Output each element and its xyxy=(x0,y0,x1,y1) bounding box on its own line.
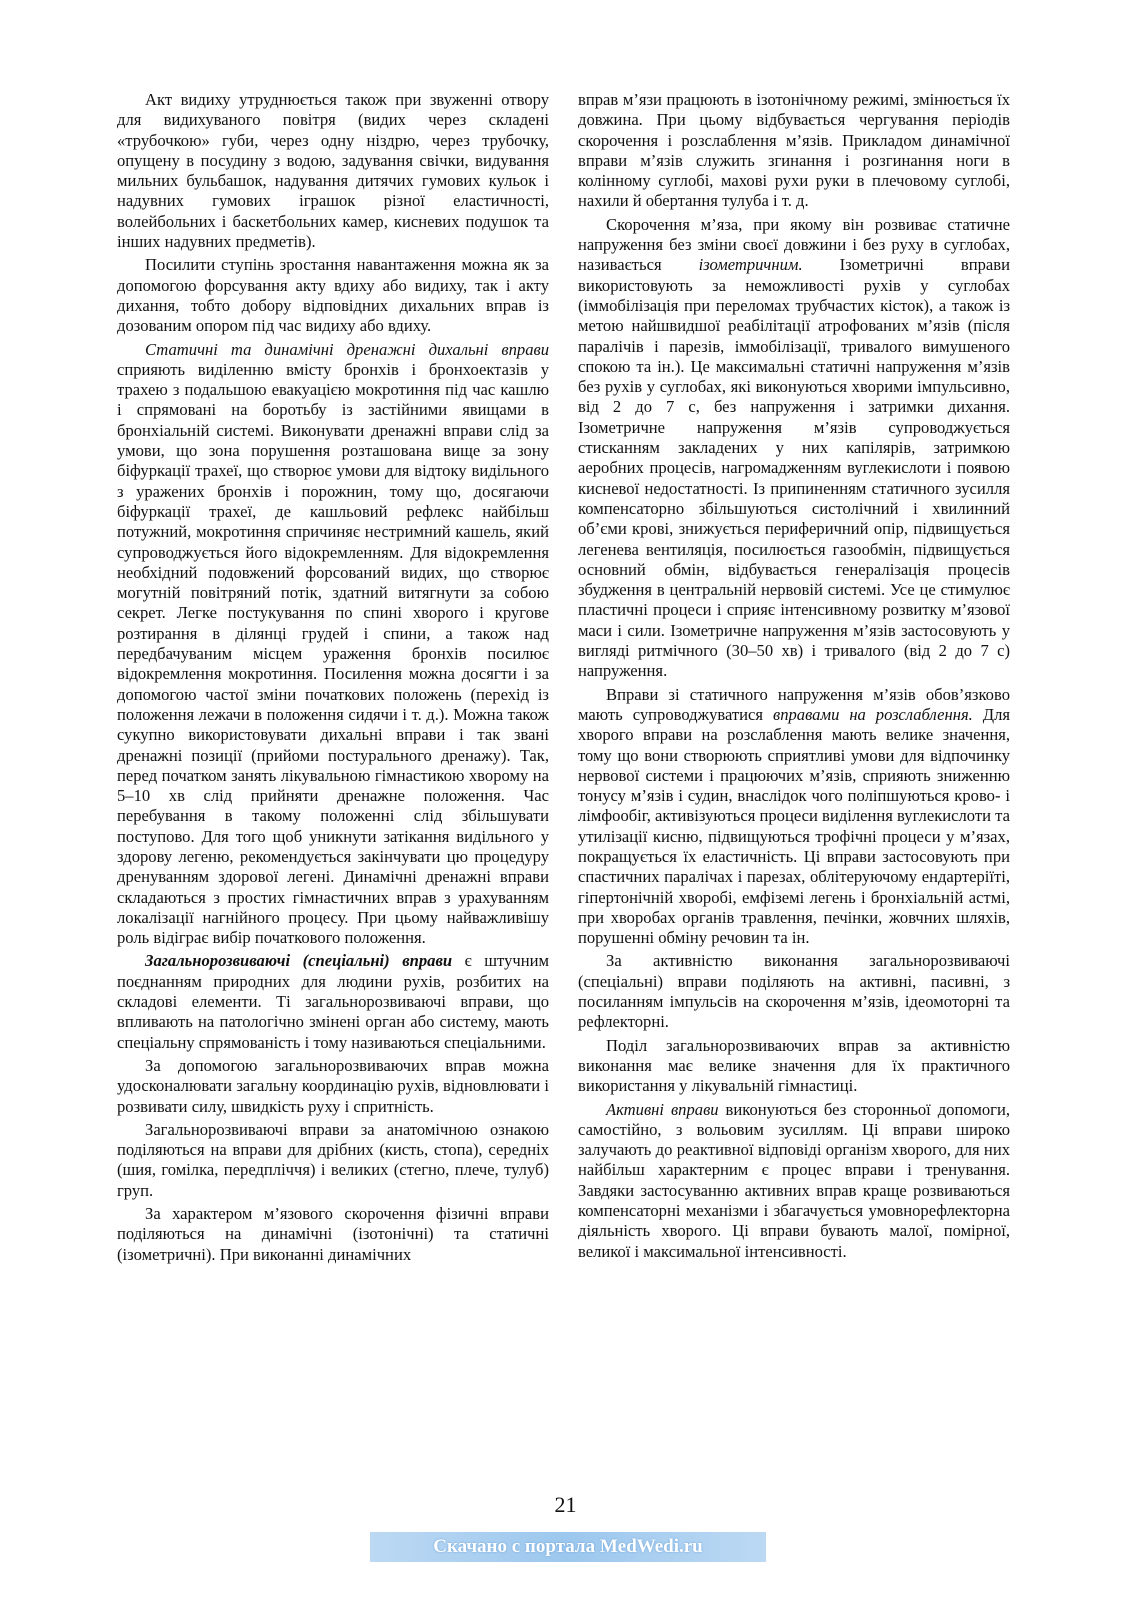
paragraph: За характером м’язового скорочення фізичні вправи поділяються на динамічні (ізотонічні) та статичні (ізометричні). При виконанні динамічних xyxy=(117,1204,549,1264)
italic-term: Статичні та динамічні дренажні дихальні вправи xyxy=(145,339,549,359)
italic-term: ізометричним. xyxy=(698,255,803,275)
right-column xyxy=(578,90,1010,1265)
paragraph: Поділ загальнорозвиваючих вправ за активністю виконання має велике значення для їх практичного використання у лікувальній гімнастиці. xyxy=(578,1035,1010,1096)
paragraph: За допомогою загальнорозвиваючих вправ можна удосконалювати загальну координацію рухів, відновлювати і розвивати силу, швидкість руху і спритність. xyxy=(117,1055,549,1116)
paragraph-text: сприяють виділенню вмісту бронхів і бронхоектазів у трахею з подальшою евакуацією мокротиння під час кашлю і спрямовані на боротьбу із застійними явищами в бронхіальній системі. Виконувати дренажні вправи слід за умови, що зона порушення розташована вище за зону біфуркації трахеї, що створює умови для відтоку видільного з уражених бронхів і порожнин, тому що, досягаючи біфуркації трахеї, де кашльовий рефлекс найбільш потужний, мокротиння спричиняє нестримний кашель, який супроводжується його відокремленням. Для відокремлення необхідний подовжений форсований видих, що створює могутній повітряний потік, здатний витягнути за собою секрет. Легке постукування по спині хворого і кругове розтирання в ділянці грудей і спини, а також над передбачуваним місцем ураження бронхів посилює відокремлення мокротиння. Посилення можна досягти і за допомогою частої зміни початкових положень (перехід із положення лежачи в положення сидячи і т. д.). Можна також сукупно використовувати дихальні вправи і так звані дренажні позиції (прийоми постурального дренажу). Так, перед початком занять лікувальною гімнастикою хворому на 5–10 хв слід прийняти дренажне положення. Час перебування в такому положенні слід збільшувати поступово. Для того щоб уникнути затікання видільного у здорову легеню, рекомендується закінчувати цю процедуру дренуванням здорової легені. Динамічні дренажні вправи складаються з простих гімнастичних вправ з урахуванням локалізації нагнійного процесу. При цьому найважливішу роль відіграє вибір початкового положення. xyxy=(117,359,549,948)
paragraph-text: Вправи зі статичного напруження м’язів обов’язково мають супроводжуватися xyxy=(578,684,1010,724)
paragraph xyxy=(578,685,1010,949)
paragraph: Акт видиху утруднюється також при звуженні отвору для видихуваного повітря (видих через складені «трубочкою» губи, через одну ніздрю, через трубочку, опущену в посудину з водою, задування свічки, видування мильних бульбашок, надування дитячих гумових кульок і надувних гумових іграшок різної еластичності, волейбольних і баскетбольних камер, кисневих подушок та інших надувних предметів). xyxy=(117,90,549,252)
paragraph-text: виконуються без сторонньої допомоги, самостійно, з вольовим зусиллям. Ці вправи широко залучають до реактивної відповіді організм хворого, для них найбільш характерним є процес вправи і тренування. Завдяки застосуванню активних вправ краще розвиваються компенсаторні механізми і збагачується умовнорефлекторна діяльність хворого. Ці вправи бувають малої, помірної, великої і максимальної інтенсивності. xyxy=(578,1099,1010,1261)
left-column xyxy=(117,90,549,1268)
paragraph: Посилити ступінь зростання навантаження можна як за допомогою форсування акту вдиху або видиху, так і акту дихання, тобто добору відповідних дихальних вправ із дозованим опором під час видиху або вдиху. xyxy=(117,255,549,336)
bold-italic-term: Загальнорозвиваючі (спеціальні) вправи xyxy=(145,951,453,971)
page-number: 21 xyxy=(554,1492,577,1517)
watermark-banner[interactable]: Скачано с портала MedWedi.ru xyxy=(370,1532,766,1562)
paragraph: вправ м’язи працюють в ізотонічному режимі, змінюється їх довжина. При цьому відбувається чергування періодів скорочення і розслаблення м’язів. Прикладом динамічної вправи м’язів служить згинання і розгинання ноги в колінному суглобі, махові рухи руки в плечовому суглобі, нахили й обертання тулуба і т. д. xyxy=(578,90,1010,211)
paragraph-text: Для хворого вправи на розслаблення мають велике значення, тому що вони створюють сприятливі умови для відпочинку нервової системи і працюючих м’язів, сприяють зниженню тонусу м’язів і судин, внаслідок чого поліпшуються крово- і лімфообіг, активізуються процеси виділення вуглекислоти та утилізації кисню, підвищуються трофічні процеси у м’язах, покращується їх еластичність. Ці вправи застосовують при спастичних паралічах і парезах, облітеруючому ендартеріїті, гіпертонічній хворобі, емфіземі легень і бронхіальній астмі, при хворобах органів травлення, печінки, жовчних шляхів, порушенні обміну речовин та ін. xyxy=(578,704,1010,948)
italic-term: Активні вправи xyxy=(606,1099,719,1119)
paragraph xyxy=(578,215,1010,682)
paragraph xyxy=(578,1100,1010,1262)
italic-term: вправами на розслаблення. xyxy=(773,704,973,724)
paragraph-text: є штучним поєднанням природних для людини рухів, розбитих на складові елементи. Ті загальнорозвиваючі вправи, що впливають на патологічно змінені орган або систему, мають спеціальну спрямованість і тому називаються спеціальними. xyxy=(117,951,549,1052)
paragraph: За активністю виконання загальнорозвиваючі (спеціальні) вправи поділяють на активні, пасивні, з посиланням імпульсів на скорочення м’язів, ідеомоторні та рефлекторні. xyxy=(578,951,1010,1032)
paragraph-text: Ізометричні вправи використовують за неможливості рухів у суглобах (іммобілізація при переломах трубчастих кісток), а також із метою найшвидшої реабілітації атрофованих м’язів (після паралічів і парезів, іммобілізації, тривалого вимушеного спокою та ін.). Це максимальні статичні напруження м’язів без рухів у суглобах, які виконуються хворими імпульсивно, від 2 до 7 с, без напруження і затримки дихання. Ізометричне напруження м’язів супроводжується стисканням закладених у них капілярів, затримкою аеробних процесів, нагромадженням вуглекислоти і появою кисневої недостатності. Із припиненням статичного зусилля компенсаторно збільшуються систолічний і хвилинний об’єми крові, знижується периферичний опір, підвищується легенева вентиляція, посилюється газообмін, підвищується основний обмін, відбувається генералізація процесів збудження в центральній нервовій системі. Усе це стимулює пластичні процеси і сприяє інтенсивному розвитку м’язової маси і сили. Ізометричне напруження м’язів застосовують у вигляді ритмічного (30–50 хв) і тривалого (від 2 до 7 с) напруження. xyxy=(578,255,1010,681)
paragraph xyxy=(117,340,549,949)
paragraph: Загальнорозвиваючі вправи за анатомічною ознакою поділяються на вправи для дрібних (кисть, стопа), середніх (шия, гомілка, передпліччя) і великих (стегно, плече, тулуб) груп. xyxy=(117,1119,549,1200)
paragraph-text: Скорочення м’яза, при якому він розвиває статичне напруження без зміни своєї довжини і без руху в суглобах, називається xyxy=(578,214,1010,275)
paragraph xyxy=(117,951,549,1052)
